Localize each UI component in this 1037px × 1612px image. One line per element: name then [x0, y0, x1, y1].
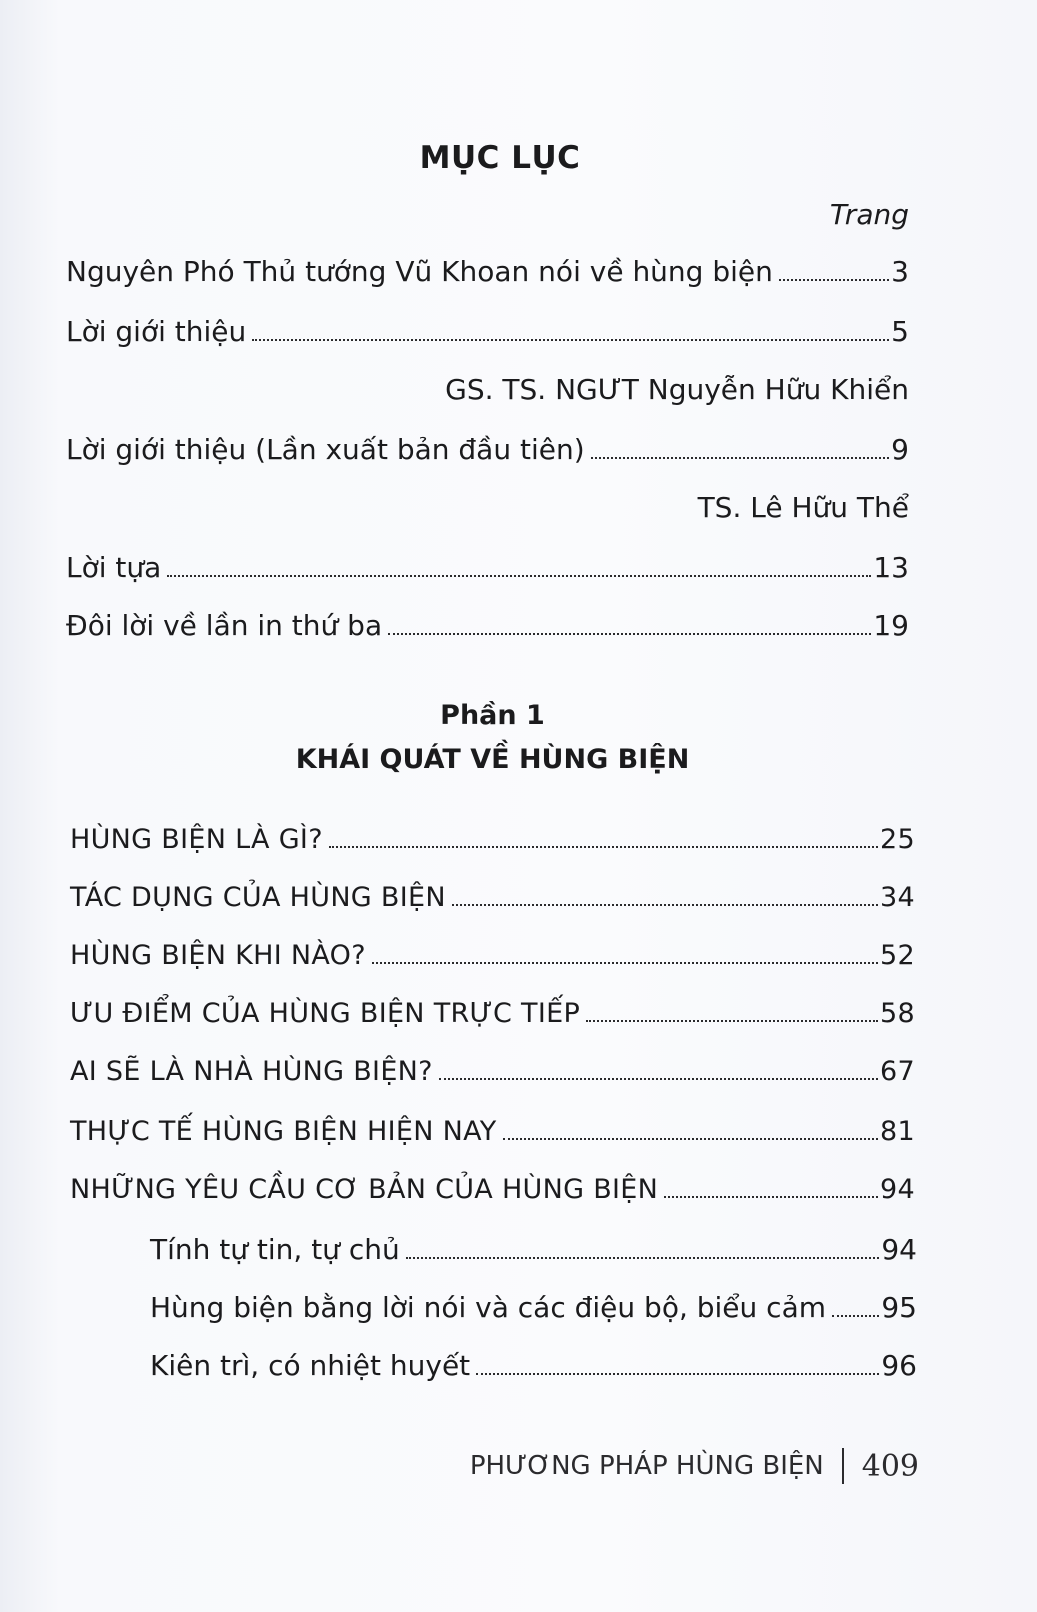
dot-leader: [832, 1314, 879, 1317]
toc-entry: Lời tựa 13: [66, 551, 909, 584]
footer-book-title: PHƯƠNG PHÁP HÙNG BIỆN: [469, 1451, 824, 1481]
footer-page-number: 409: [861, 1448, 919, 1484]
dot-leader: [476, 1372, 879, 1375]
dot-leader: [779, 278, 889, 281]
toc-entry: Lời giới thiệu (Lần xuất bản đầu tiên) 9: [66, 433, 909, 466]
dot-leader: [372, 961, 878, 964]
entry-author: GS. TS. NGƯT Nguyễn Hữu Khiển: [445, 373, 909, 406]
toc-entry: Nguyên Phó Thủ tướng Vũ Khoan nói về hùng biện 3: [66, 255, 909, 288]
running-footer: [470, 1448, 919, 1484]
dot-leader: [586, 1019, 878, 1022]
toc-subentry: Hùng biện bằng lời nói và các điệu bộ, biểu cảm 95: [150, 1291, 917, 1324]
dot-leader: [252, 338, 889, 341]
toc-title: MỤC LỤC: [419, 140, 581, 176]
dot-leader: [591, 456, 890, 459]
toc-subentry: Tính tự tin, tự chủ 94: [150, 1233, 917, 1266]
toc-entry: TÁC DỤNG CỦA HÙNG BIỆN 34: [70, 882, 915, 913]
toc-entry: Lời giới thiệu 5: [66, 315, 909, 348]
toc-entry: NHỮNG YÊU CẦU CƠ BẢN CỦA HÙNG BIỆN 94: [70, 1174, 915, 1205]
toc-entry: Đôi lời về lần in thứ ba 19: [66, 609, 909, 642]
toc-entry: HÙNG BIỆN LÀ GÌ? 25: [70, 824, 915, 855]
page-column-label: Trang: [829, 198, 909, 231]
dot-leader: [406, 1256, 880, 1259]
dot-leader: [167, 574, 871, 577]
toc-entry: THỰC TẾ HÙNG BIỆN HIỆN NAY 81: [70, 1116, 915, 1147]
toc-entry: HÙNG BIỆN KHI NÀO? 52: [70, 940, 915, 971]
part-number: Phần 1: [440, 700, 545, 731]
part-name: KHÁI QUÁT VỀ HÙNG BIỆN: [295, 744, 690, 775]
footer-divider: [842, 1448, 844, 1484]
entry-author: TS. Lê Hữu Thể: [697, 491, 909, 524]
dot-leader: [503, 1137, 878, 1140]
dot-leader: [329, 845, 878, 848]
dot-leader: [388, 632, 871, 635]
toc-entry: AI SẼ LÀ NHÀ HÙNG BIỆN? 67: [70, 1056, 915, 1087]
toc-subentry: Kiên trì, có nhiệt huyết 96: [150, 1349, 917, 1382]
dot-leader: [452, 903, 878, 906]
dot-leader: [664, 1195, 878, 1198]
dot-leader: [439, 1077, 878, 1080]
toc-entry: ƯU ĐIỂM CỦA HÙNG BIỆN TRỰC TIẾP 58: [70, 998, 915, 1029]
